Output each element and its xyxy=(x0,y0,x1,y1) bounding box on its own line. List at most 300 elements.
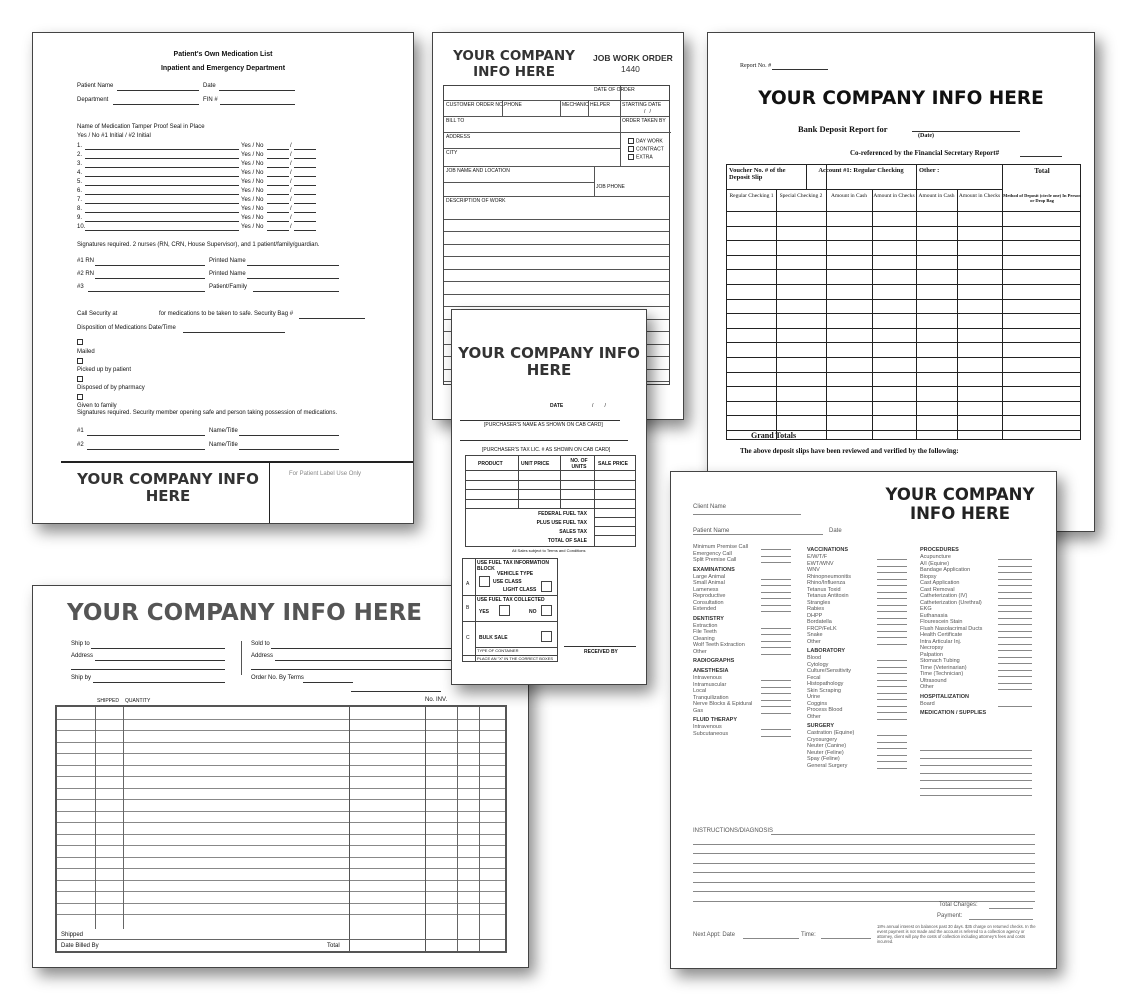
company-info: YOUR COMPANY INFO HERE xyxy=(885,485,1035,523)
service-charge-line[interactable] xyxy=(998,611,1032,612)
product-table xyxy=(465,455,636,547)
initial-1-line[interactable] xyxy=(267,176,289,177)
yes-no-option: Yes / No xyxy=(241,143,264,149)
sub-method: Method of Deposit (circle one) In Person or Drop Bag xyxy=(1003,193,1081,203)
sub-cash: Amount in Cash xyxy=(830,193,868,199)
deposit-row-line xyxy=(727,328,1080,329)
service-charge-line[interactable] xyxy=(761,700,791,701)
sales-tax-label: SALES TAX xyxy=(559,529,587,535)
service-charge-line[interactable] xyxy=(877,598,907,599)
section-heading: VACCINATIONS xyxy=(807,547,849,553)
disposition-label: Disposition of Medications Date/Time xyxy=(77,325,176,331)
service-item: Large Animal xyxy=(693,573,726,580)
instruction-line[interactable] xyxy=(693,901,1035,902)
rn2-label: #2 RN xyxy=(77,271,95,277)
service-item: Castration (Equine) xyxy=(807,730,855,736)
service-charge-line[interactable] xyxy=(877,605,907,606)
service-charge-line[interactable] xyxy=(761,605,791,606)
date-billed-label: Date Billed By xyxy=(61,943,99,949)
yes-no-option: Yes / No xyxy=(241,215,264,221)
service-item: Intra Articular Inj. xyxy=(920,638,962,645)
service-charge-line[interactable] xyxy=(877,768,907,769)
instruction-line[interactable] xyxy=(693,844,1035,845)
service-charge-line[interactable] xyxy=(998,592,1032,593)
service-item: Neuter (Canine) xyxy=(807,743,847,749)
service-item: Emergency Call xyxy=(693,550,732,557)
initial-1-line[interactable] xyxy=(267,230,289,231)
no-box[interactable] xyxy=(541,605,552,616)
medication-row-number: 4. xyxy=(77,170,83,176)
service-charge-line[interactable] xyxy=(761,693,791,694)
service-charge-line[interactable] xyxy=(877,572,907,573)
service-charge-line[interactable] xyxy=(877,755,907,756)
service-charge-line[interactable] xyxy=(998,683,1032,684)
initial-2-line[interactable] xyxy=(294,221,316,222)
verification-footer: The above deposit slips have been reviewed and verified by the following: xyxy=(740,447,959,455)
service-charge-line[interactable] xyxy=(877,712,907,713)
service-charge-line[interactable] xyxy=(998,605,1032,606)
service-charge-line[interactable] xyxy=(877,592,907,593)
initial-2-line[interactable] xyxy=(294,167,316,168)
deposit-row-line xyxy=(727,372,1080,373)
service-item: Intravenous xyxy=(693,675,722,681)
slash: / xyxy=(290,197,292,203)
col-voucher: Voucher No. # of the Deposit Slip xyxy=(729,167,786,181)
service-charge-line[interactable] xyxy=(761,729,791,730)
vehicle-type-label: VEHICLE TYPE xyxy=(497,571,534,577)
service-charge-line[interactable] xyxy=(998,631,1032,632)
date-label: Date xyxy=(203,83,216,89)
service-item: WNV xyxy=(807,567,820,573)
description-line[interactable] xyxy=(444,294,669,295)
purchaser-tax-label: [PURCHASER'S TAX LIC. # AS SHOWN ON CAB CARD] xyxy=(482,447,611,453)
service-item: Rhino/Influenza xyxy=(807,580,846,586)
bulk-sale-label: BULK SALE xyxy=(479,635,508,641)
service-item: Process Blood xyxy=(807,707,843,713)
disposed-checkbox[interactable] xyxy=(77,376,83,382)
service-charge-line[interactable] xyxy=(998,663,1032,664)
medication-supply-line[interactable] xyxy=(920,773,1032,774)
instructions-lines xyxy=(693,834,1035,914)
description-line[interactable] xyxy=(444,244,669,245)
service-item: Ultrasound xyxy=(920,677,947,684)
date-caption: (Date) xyxy=(918,133,934,139)
service-item: EWT/WNV xyxy=(807,560,834,567)
received-by-label: RECEIVED BY xyxy=(584,649,618,655)
service-item: FRCP/FeLK xyxy=(807,625,837,632)
initial-1-line[interactable] xyxy=(267,158,289,159)
yes-no-option: Yes / No xyxy=(241,206,264,212)
product-row-line xyxy=(466,489,635,490)
service-item: Strangles xyxy=(807,599,831,606)
terms-note: All Sales subject to Terms and Conditions xyxy=(512,548,586,553)
total-label: Total xyxy=(327,943,340,949)
deposit-row-line xyxy=(727,255,1080,256)
date-label: Date xyxy=(829,528,842,534)
medication-row-number: 6. xyxy=(77,188,83,194)
medication-name-line[interactable] xyxy=(85,230,239,231)
service-charge-line[interactable] xyxy=(998,644,1032,645)
service-charge-line[interactable] xyxy=(877,719,907,720)
service-item: File Teeth xyxy=(693,629,717,635)
rn3-label: #3 xyxy=(77,284,84,290)
services-column-2 xyxy=(807,544,911,804)
deposit-row-line xyxy=(727,299,1080,300)
service-charge-line[interactable] xyxy=(761,634,791,635)
service-item: Flourescein Stain xyxy=(920,619,963,625)
service-item: Consultation xyxy=(693,599,724,606)
service-charge-line[interactable] xyxy=(998,657,1032,658)
col-other: Other : xyxy=(919,167,940,174)
service-item: Rabies xyxy=(807,606,825,612)
service-item: Neuter (Feline) xyxy=(807,749,844,756)
date-label: DATE xyxy=(550,403,564,409)
service-item: Flush Nasolacrimal Ducts xyxy=(920,625,983,632)
service-charge-line[interactable] xyxy=(761,628,791,629)
service-charge-line[interactable] xyxy=(877,579,907,580)
initial-2-line[interactable] xyxy=(294,230,316,231)
description-line[interactable] xyxy=(444,231,669,232)
service-charge-line[interactable] xyxy=(761,654,791,655)
medication-name-line[interactable] xyxy=(85,221,239,222)
service-item: General Surgery xyxy=(807,762,848,769)
order-taken-label: ORDER TAKEN BY xyxy=(622,118,666,124)
total-charges-label: Total Charges: xyxy=(939,902,978,908)
service-item: Cytology xyxy=(807,661,829,668)
initial-2-line[interactable] xyxy=(294,149,316,150)
invoice-row-line xyxy=(57,788,505,789)
service-charge-line[interactable] xyxy=(998,706,1032,707)
city-label: CITY xyxy=(446,150,458,156)
light-class-label: LIGHT CLASS xyxy=(503,587,537,593)
service-item: Time (Technician) xyxy=(920,671,964,677)
medication-supply-line[interactable] xyxy=(920,758,1032,759)
invoice-row-line xyxy=(57,742,505,743)
instructions-label: INSTRUCTIONS/DIAGNOSIS xyxy=(693,828,774,834)
service-charge-line[interactable] xyxy=(877,761,907,762)
bulk-sale-box[interactable] xyxy=(541,631,552,642)
service-charge-line[interactable] xyxy=(761,641,791,642)
invoice-row-line xyxy=(57,811,505,812)
service-charge-line[interactable] xyxy=(761,647,791,648)
service-charge-line[interactable] xyxy=(761,592,791,593)
slash: / xyxy=(290,161,292,167)
service-item: Blood xyxy=(807,655,822,661)
service-item: Other xyxy=(807,638,821,645)
helper-label: HELPER xyxy=(590,102,611,108)
service-item: Split Premise Call xyxy=(693,557,737,563)
place-x-label: PLACE AN "X" IN THE CORRECT BOXES xyxy=(477,656,554,661)
service-charge-line[interactable] xyxy=(877,644,907,645)
service-charge-line[interactable] xyxy=(877,693,907,694)
yes-no-option: Yes / No xyxy=(241,152,264,158)
disposition-options xyxy=(77,339,277,411)
medication-rows xyxy=(77,143,337,235)
initial-2-line[interactable] xyxy=(294,176,316,177)
instruction-line[interactable] xyxy=(771,834,1035,835)
medication-row-number: 10. xyxy=(77,224,86,230)
printed-name-label-1: Printed Name xyxy=(209,258,246,264)
yes-label: YES xyxy=(479,609,490,615)
description-line[interactable] xyxy=(444,269,669,270)
deposit-row-line xyxy=(727,240,1080,241)
job-phone-label: JOB PHONE xyxy=(596,184,625,190)
service-charge-line[interactable] xyxy=(761,598,791,599)
sub-checks: Amount in Checks xyxy=(873,193,915,199)
service-charge-line[interactable] xyxy=(998,585,1032,586)
service-charge-line[interactable] xyxy=(761,680,791,681)
container-label: TYPE OF CONTAINER xyxy=(477,648,519,653)
service-charge-line[interactable] xyxy=(877,559,907,560)
description-line[interactable] xyxy=(444,306,669,307)
service-charge-line[interactable] xyxy=(998,579,1032,580)
service-charge-line[interactable] xyxy=(998,566,1032,567)
instruction-line[interactable] xyxy=(693,882,1035,883)
fine-print: 18% annual interest on balances past 30 days. $35 charge on returned checks. In the event payment is not made and the account is referred to a collection agency or attorney, client will pay the costs of collection including attorney's fees and costs incurred. xyxy=(877,924,1036,944)
invoice-row-line xyxy=(57,903,505,904)
medication-row-number: 1. xyxy=(77,143,83,149)
service-item: Bordatella xyxy=(807,619,832,625)
light-class-box[interactable] xyxy=(541,581,552,592)
service-charge-line[interactable] xyxy=(877,742,907,743)
service-item: Small Animal xyxy=(693,580,725,586)
service-item: Necropsy xyxy=(920,645,944,651)
invoice-row-line xyxy=(57,765,505,766)
service-item: Tetanus Antitoxin xyxy=(807,593,849,599)
medication-row-number: 3. xyxy=(77,161,83,167)
instruction-line[interactable] xyxy=(693,891,1035,892)
bill-to-label: BILL TO xyxy=(446,118,465,124)
service-charge-line[interactable] xyxy=(877,748,907,749)
initial-2-line[interactable] xyxy=(294,212,316,213)
service-charge-line[interactable] xyxy=(877,706,907,707)
service-item: Biopsy xyxy=(920,573,937,580)
deposit-row-line xyxy=(727,211,1080,212)
section-heading: DENTISTRY xyxy=(693,615,724,622)
medication-name-line[interactable] xyxy=(85,158,239,159)
service-item: Tetanus Toxid xyxy=(807,586,841,593)
service-charge-line[interactable] xyxy=(998,624,1032,625)
medication-name-line[interactable] xyxy=(85,167,239,168)
medication-supply-line[interactable] xyxy=(920,765,1032,766)
service-item: Intravenous xyxy=(693,724,722,730)
medication-name-line[interactable] xyxy=(85,176,239,177)
description-line[interactable] xyxy=(444,281,669,282)
yes-no-option: Yes / No xyxy=(241,197,264,203)
invoice-row-line xyxy=(57,868,505,869)
medication-name-line[interactable] xyxy=(85,149,239,150)
service-charge-line[interactable] xyxy=(761,713,791,714)
service-item: Wolf Teeth Extraction xyxy=(693,642,745,648)
initial-1-line[interactable] xyxy=(267,212,289,213)
description-line[interactable] xyxy=(444,256,669,257)
ship-by-label: Ship by xyxy=(71,675,92,681)
service-charge-line[interactable] xyxy=(761,736,791,737)
instruction-line[interactable] xyxy=(693,853,1035,854)
medication-supply-line[interactable] xyxy=(920,780,1032,781)
medication-row-number: 2. xyxy=(77,152,83,158)
service-charge-line[interactable] xyxy=(877,618,907,619)
service-item: Acupuncture xyxy=(920,554,951,560)
patient-family-label: Patient/Family xyxy=(209,284,248,290)
yes-no-option: Yes / No xyxy=(241,224,264,230)
col-total: Total xyxy=(1034,167,1050,175)
instruction-line[interactable] xyxy=(693,872,1035,873)
service-item: Reproductive xyxy=(693,593,726,599)
initial-2-line[interactable] xyxy=(294,194,316,195)
letter-a: A xyxy=(466,581,470,587)
instruction-line[interactable] xyxy=(693,863,1035,864)
medication-row-number: 8. xyxy=(77,206,83,212)
medication-row-number: 5. xyxy=(77,179,83,185)
service-item: Rhinopneumonitis xyxy=(807,573,852,580)
service-item: Other xyxy=(920,684,934,690)
medication-name-line[interactable] xyxy=(85,212,239,213)
picked-up-checkbox[interactable] xyxy=(77,358,83,364)
job-name-label: JOB NAME AND LOCATION xyxy=(446,168,510,174)
deposit-row-line xyxy=(727,342,1080,343)
medication-supply-line[interactable] xyxy=(920,750,1032,751)
service-item: Lameness xyxy=(693,586,719,593)
invoice-row-line xyxy=(57,753,505,754)
name-title-label-2: Name/Title xyxy=(209,442,238,448)
medication-lines xyxy=(920,750,1034,814)
patient-label-note: For Patient Label Use Only xyxy=(289,471,362,477)
service-charge-line[interactable] xyxy=(877,585,907,586)
service-charge-line[interactable] xyxy=(877,673,907,674)
initial-1-line[interactable] xyxy=(267,203,289,204)
company-info: YOUR COMPANY INFO HERE xyxy=(77,470,259,506)
service-charge-line[interactable] xyxy=(998,637,1032,638)
medication-supply-line[interactable] xyxy=(920,795,1032,796)
service-charge-line[interactable] xyxy=(998,676,1032,677)
service-charge-line[interactable] xyxy=(877,624,907,625)
product-row-line xyxy=(466,480,635,481)
service-charge-line[interactable] xyxy=(998,618,1032,619)
invoice-row-line xyxy=(57,857,505,858)
service-charge-line[interactable] xyxy=(998,670,1032,671)
section-heading: LABORATORY xyxy=(807,648,846,654)
service-item: Other xyxy=(807,713,821,720)
section-heading: FLUID THERAPY xyxy=(693,717,737,723)
description-line[interactable] xyxy=(444,219,669,220)
invoice-row-line xyxy=(57,776,505,777)
fuel-sales-form: YOUR COMPANY INFO HERE DATE / / [PURCHASER'S NAME AS SHOWN ON CAB CARD] [PURCHASER'S TAX LIC. # AS SHOWN ON CAB CARD] PRODUCT UNIT PRICE NO. OF UNITS SALE PRICE FEDERAL FUEL TAX PLUS USE FUEL TAX SALES TAX TOTAL OF SALE All Sales subject to Terms and Conditions USE FUEL TAX INFORMATION BLOCK VEHICLE TYPE A USE CLASS LIGHT CLASS USE FUEL TAX COLLECTED B YES NO C BULK SALE TYPE OF CONTAINER PLACE AN "X" IN THE CORRECT BOXES RECEIVED BY xyxy=(451,309,647,685)
initial-1-line[interactable] xyxy=(267,194,289,195)
medication-supply-line[interactable] xyxy=(920,788,1032,789)
initial-2-line[interactable] xyxy=(294,158,316,159)
service-charge-line[interactable] xyxy=(877,735,907,736)
invoice-row-line xyxy=(57,730,505,731)
service-charge-line[interactable] xyxy=(877,566,907,567)
no-inv-label: No. INV. xyxy=(425,697,448,703)
deposit-row-line xyxy=(727,386,1080,387)
medication-name-line[interactable] xyxy=(85,194,239,195)
company-info: YOUR COMPANY INFO HERE xyxy=(458,344,640,380)
slash: / xyxy=(290,179,292,185)
service-charge-line[interactable] xyxy=(998,559,1032,560)
initial-1-line[interactable] xyxy=(267,221,289,222)
option-picked-up: Picked up by patient xyxy=(77,367,132,373)
service-charge-line[interactable] xyxy=(998,650,1032,651)
slash: / xyxy=(290,152,292,158)
service-charge-line[interactable] xyxy=(998,689,1032,690)
initial-2-line[interactable] xyxy=(294,185,316,186)
initial-2-line[interactable] xyxy=(294,203,316,204)
service-charge-line[interactable] xyxy=(761,549,791,550)
given-family-checkbox[interactable] xyxy=(77,394,83,400)
use-class-box[interactable] xyxy=(479,576,490,587)
service-charge-line[interactable] xyxy=(877,611,907,612)
deposit-row-line xyxy=(727,284,1080,285)
service-charge-line[interactable] xyxy=(877,631,907,632)
slash: / xyxy=(290,188,292,194)
service-item: Fecal xyxy=(807,674,821,681)
grand-totals-label: Grand Totals xyxy=(751,431,797,440)
medication-name-line[interactable] xyxy=(85,185,239,186)
service-item: Spay (Feline) xyxy=(807,756,840,762)
invoice-table xyxy=(55,705,507,953)
service-item: Time (Veterinarian) xyxy=(920,664,967,671)
section-heading: HOSPITALIZATION xyxy=(920,693,969,700)
service-charge-line[interactable] xyxy=(877,660,907,661)
slash: / xyxy=(290,143,292,149)
initial-1-line[interactable] xyxy=(267,167,289,168)
tamper-sub: Yes / No #1 Initial / #2 Initial xyxy=(77,133,151,139)
service-item: Intramuscular xyxy=(693,681,727,688)
service-charge-line[interactable] xyxy=(761,706,791,707)
company-info: YOUR COMPANY INFO HERE xyxy=(453,48,575,80)
date-of-order-label: DATE OF ORDER xyxy=(594,87,635,93)
form-subtitle: Inpatient and Emergency Department xyxy=(160,65,286,72)
service-charge-line[interactable] xyxy=(761,556,791,557)
service-charge-line[interactable] xyxy=(877,686,907,687)
service-item: Gas xyxy=(693,707,704,714)
invoice-rows xyxy=(57,707,505,951)
medication-list-form xyxy=(32,32,414,524)
initial-1-line[interactable] xyxy=(267,185,289,186)
service-charge-line[interactable] xyxy=(761,585,791,586)
report-no-label: Report No. # xyxy=(740,63,772,69)
initial-1-line[interactable] xyxy=(267,149,289,150)
service-charge-line[interactable] xyxy=(998,598,1032,599)
service-charge-line[interactable] xyxy=(761,562,791,563)
deposit-table xyxy=(726,164,1081,440)
medication-name-line[interactable] xyxy=(85,203,239,204)
service-charge-line[interactable] xyxy=(998,572,1032,573)
yes-box[interactable] xyxy=(499,605,510,616)
veterinary-invoice-form xyxy=(670,471,1057,969)
deposit-rows xyxy=(727,211,1080,439)
service-charge-line[interactable] xyxy=(877,680,907,681)
service-charge-line[interactable] xyxy=(877,699,907,700)
service-charge-line[interactable] xyxy=(877,637,907,638)
option-mailed: Mailed xyxy=(77,349,95,355)
service-item: A/I (Equine) xyxy=(920,560,950,567)
purchaser-name-label: [PURCHASER'S NAME AS SHOWN ON CAB CARD] xyxy=(484,422,603,428)
security-note: Signatures required. Security member opening safe and person taking possession of medications. xyxy=(77,410,338,416)
service-charge-line[interactable] xyxy=(761,579,791,580)
service-charge-line[interactable] xyxy=(877,667,907,668)
mailed-checkbox[interactable] xyxy=(77,339,83,345)
service-charge-line[interactable] xyxy=(761,687,791,688)
slash: / xyxy=(290,224,292,230)
deposit-row-line xyxy=(727,415,1080,416)
call-security-label: Call Security at xyxy=(77,311,118,317)
service-charge-line[interactable] xyxy=(761,611,791,612)
fin-label: FIN # xyxy=(203,97,218,103)
units-header: NO. OF UNITS xyxy=(570,458,588,470)
